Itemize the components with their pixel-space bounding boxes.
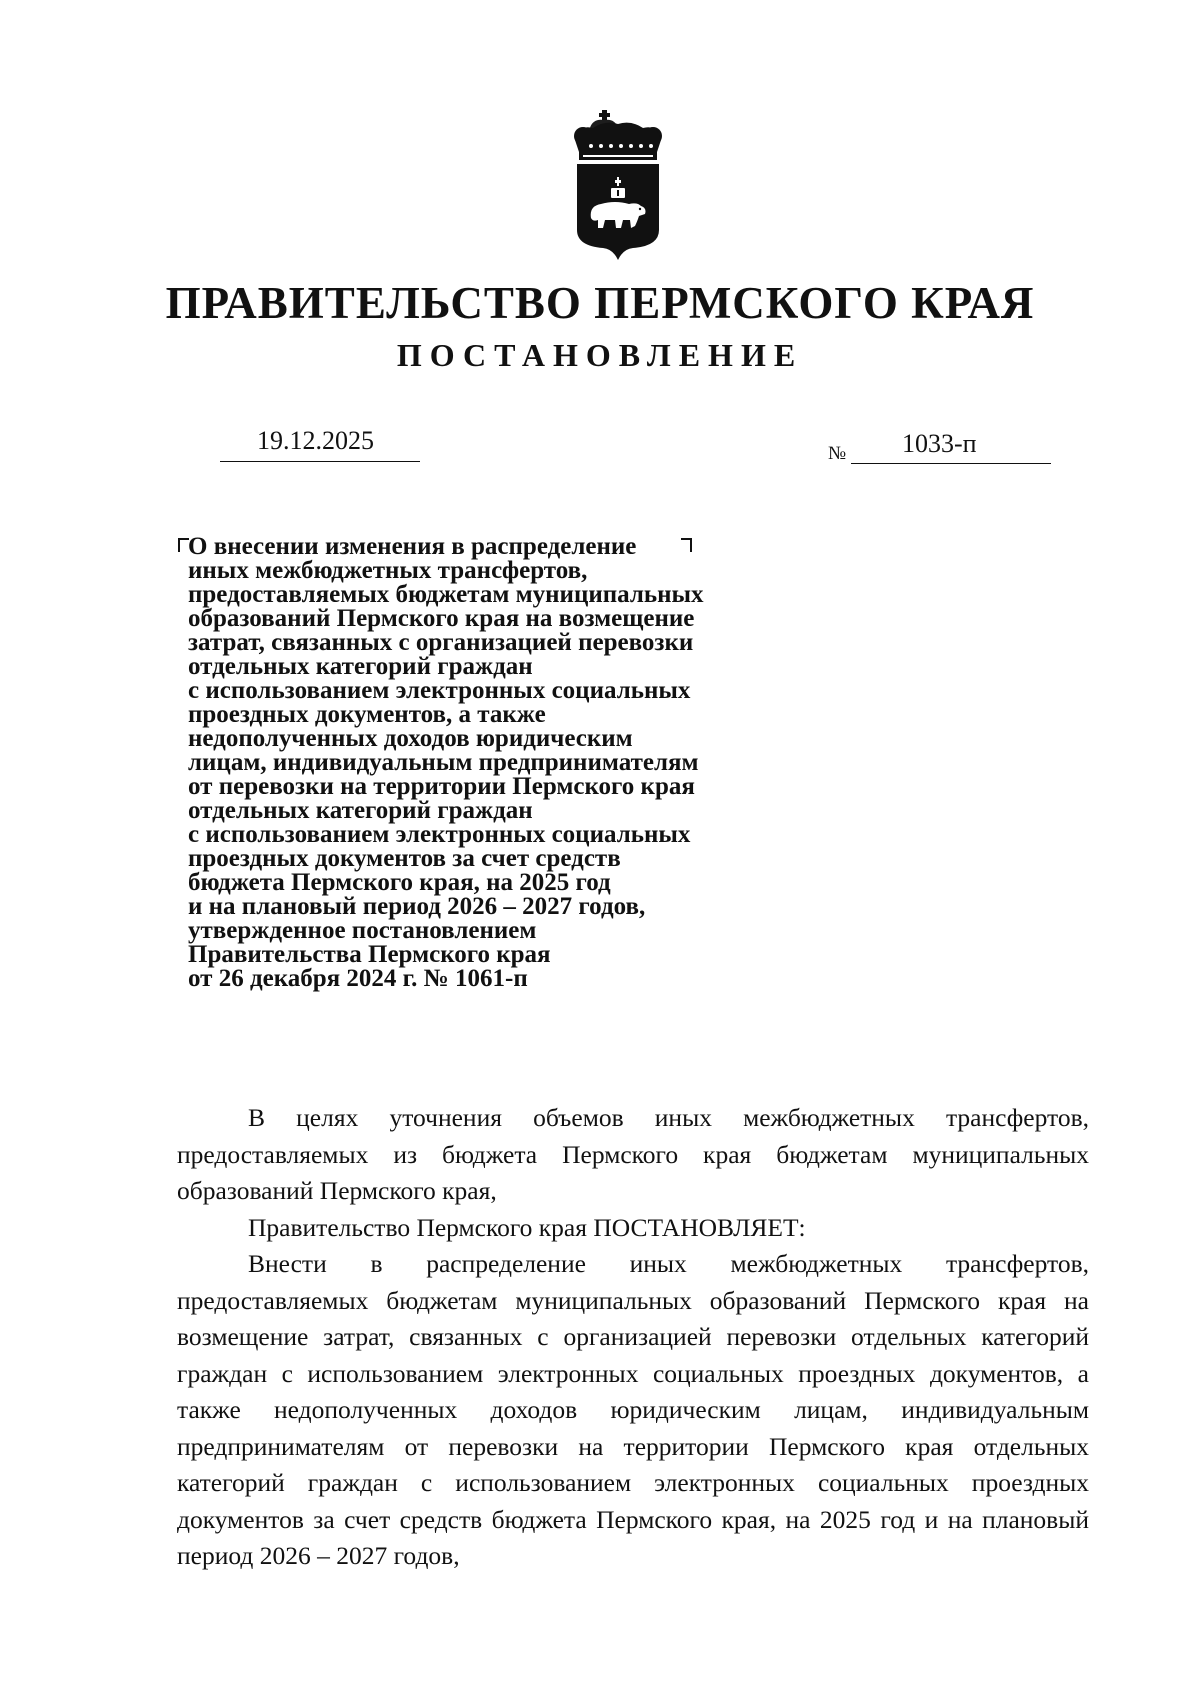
subject-line: утвержденное постановлением (188, 917, 537, 944)
document-type-heading: ПОСТАНОВЛЕНИЕ (396, 337, 804, 373)
subject-line: образований Пермского края на возмещение (188, 605, 695, 632)
document-number: 1033-п (902, 429, 977, 458)
subject-line: бюджета Пермского края, на 2025 год (188, 869, 611, 896)
document-subject (188, 535, 808, 991)
body-paragraph-amendment: Внести в распределение иных межбюджетных трансфертов, предоставляемых бюджетам муниципальных образований Пермского края на возмещение затрат, связанных с организацией перевозки отдельных категорий граждан с использованием электронных социальных проездных документов, а также недополученных доходов юридическим лицам, индивидуальным предпринимателям от перевозки на территории Пермского края отдельных категорий граждан с использованием электронных социальных проездных документов за счет средств бюджета Пермского края, на 2025 год и на плановый период 2026 – 2027 годов, (177, 1249, 1089, 1570)
subject-line: проездных документов, а также (188, 701, 546, 728)
subject-line: О внесении изменения в распределение (188, 533, 637, 560)
organization-title: ПРАВИТЕЛЬСТВО ПЕРМСКОГО КРАЯ (165, 278, 1035, 328)
subject-line: иных межбюджетных трансфертов, (188, 557, 588, 584)
coat-of-arms-icon (571, 110, 665, 260)
document-date: 19.12.2025 (257, 426, 374, 455)
date-underline (220, 461, 420, 462)
body-paragraph-preamble: В целях уточнения объемов иных межбюджетных трансфертов, предоставляемых из бюджета Пермского края бюджетам муниципальных образований Пермского края, (177, 1103, 1089, 1205)
subject-line: затрат, связанных с организацией перевозки (188, 629, 694, 656)
subject-line: отдельных категорий граждан (188, 797, 533, 824)
subject-line: и на плановый период 2026 – 2027 годов, (188, 893, 646, 920)
subject-line: недополученных доходов юридическим (188, 725, 633, 752)
subject-line: с использованием электронных социальных (188, 677, 691, 704)
number-underline (851, 463, 1051, 464)
number-sign: № (828, 443, 847, 464)
subject-line: от перевозки на территории Пермского края (188, 773, 695, 800)
subject-line: от 26 декабря 2024 г. № 1061-п (188, 965, 528, 992)
subject-line: лицам, индивидуальным предпринимателям (188, 749, 699, 776)
body-paragraph-resolves: Правительство Пермского края ПОСТАНОВЛЯЕТ: (248, 1212, 806, 1242)
subject-line: Правительства Пермского края (188, 941, 551, 968)
subject-line: проездных документов за счет средств (188, 845, 621, 872)
document-body (177, 1100, 1089, 1575)
subject-line: с использованием электронных социальных (188, 821, 691, 848)
subject-line: предоставляемых бюджетам муниципальных (188, 581, 704, 608)
subject-line: отдельных категорий граждан (188, 653, 533, 680)
